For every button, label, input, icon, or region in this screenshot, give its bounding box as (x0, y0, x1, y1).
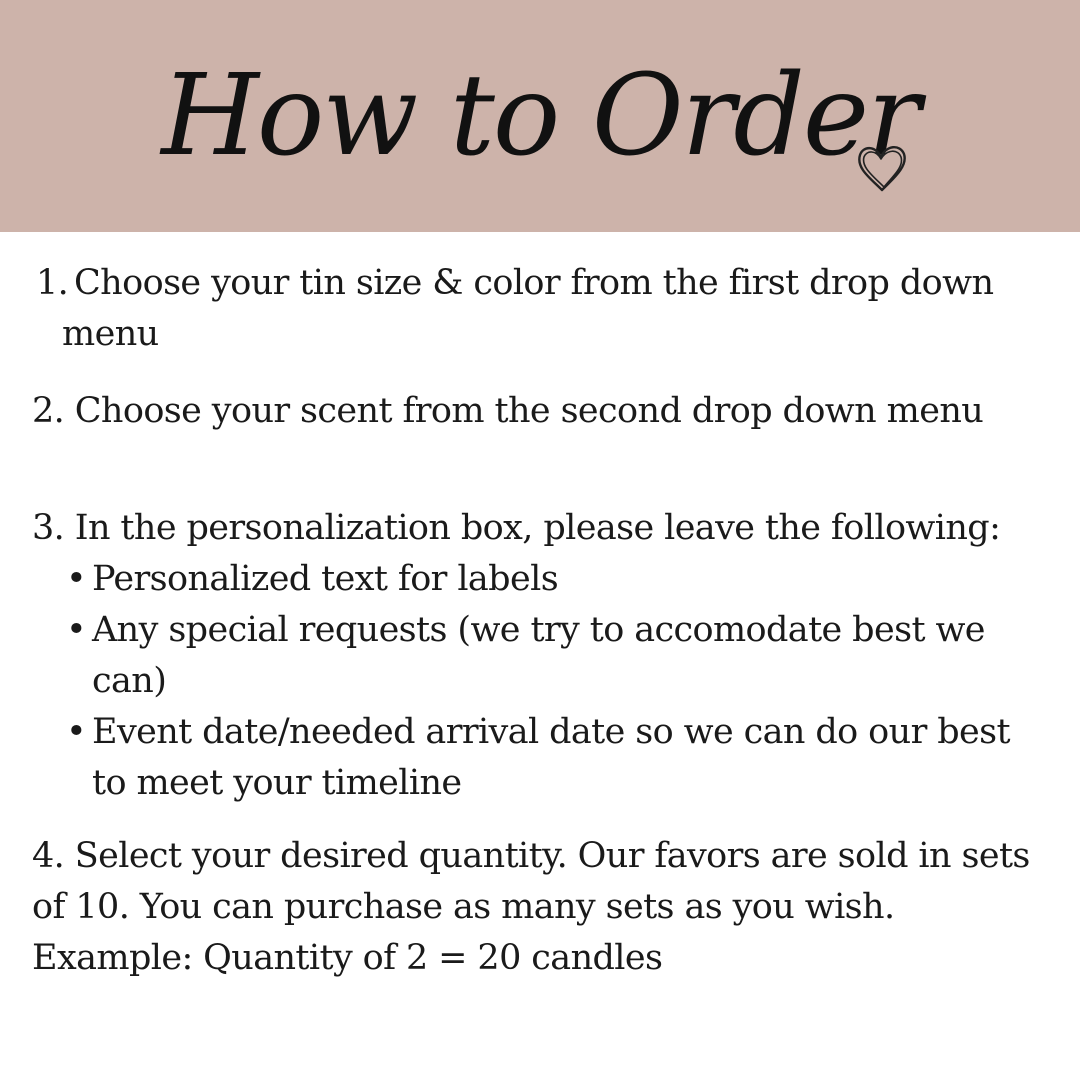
step-number: 2. (32, 391, 65, 431)
list-item (66, 605, 1042, 707)
bullet-icon: • (66, 559, 87, 599)
list-item-text: Personalized text for labels (92, 559, 559, 599)
step-text-continuation: menu (62, 314, 159, 354)
step-2 (32, 386, 1042, 437)
list-item (66, 554, 1042, 605)
list-item-text: Event date/needed arrival date so we can do our best to meet your timeline (92, 712, 1010, 803)
page-title: How to Order (161, 51, 919, 181)
step-number: 1. (36, 263, 69, 303)
bullet-icon: • (66, 610, 87, 650)
heart-icon (852, 138, 912, 198)
step-3 (32, 503, 1042, 809)
list-item (66, 707, 1042, 809)
bullet-icon: • (66, 712, 87, 752)
step-text: Select your desired quantity. Our favors are sold in sets of 10. You can purchase as many sets as you wish. (32, 836, 1030, 927)
instructions (32, 258, 1042, 984)
step-number: 3. (32, 508, 65, 548)
step-number: 4. (32, 836, 65, 876)
example-text: Example: Quantity of 2 = 20 candles (32, 938, 663, 978)
bullet-list (32, 554, 1042, 809)
step-4 (32, 831, 1042, 984)
step-text: In the personalization box, please leave the following: (74, 508, 1001, 548)
step-text: Choose your scent from the second drop down menu (74, 391, 984, 431)
list-item-text: Any special requests (we try to accomodate best we can) (92, 610, 985, 701)
step-text: Choose your tin size & color from the first drop down (74, 263, 994, 303)
step-1 (36, 258, 1042, 360)
